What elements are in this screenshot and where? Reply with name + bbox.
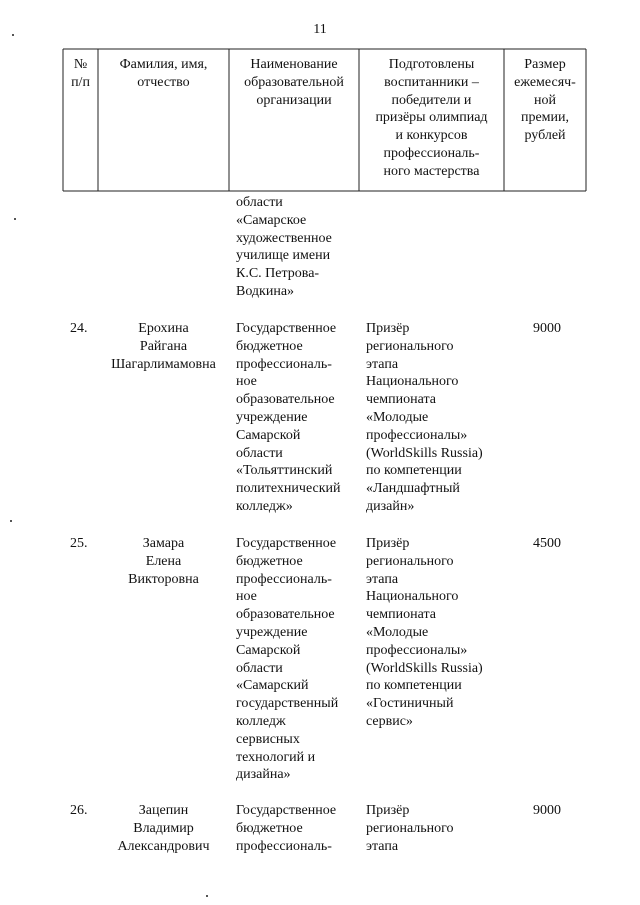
row-organization: Государственное бюджетное профессиональ- bbox=[236, 803, 337, 854]
row-achievement: Призёр регионального этапа Национального чемпионата «Молодые профессионалы» (WorldSkills Russia) по компетенции «Гостиничный сервис» bbox=[366, 536, 483, 729]
row-amount: 9000 bbox=[533, 321, 561, 336]
scan-speck bbox=[12, 34, 14, 36]
row-number: 24. bbox=[70, 321, 88, 336]
scan-speck bbox=[14, 218, 16, 220]
row-number: 26. bbox=[70, 803, 88, 818]
header-prepared-students: Подготовлены воспитанники – победители и призёры олимпиад и конкурсов профессиональ- ного мастерства bbox=[375, 57, 488, 179]
continuation-organization: области «Самарское художественное училище имени К.С. Петрова- Водкина» bbox=[236, 195, 332, 299]
header-organization: Наименование образовательной организации bbox=[244, 57, 344, 108]
header-num: № п/п bbox=[71, 57, 90, 90]
row-name: Зацепин Владимир Александрович bbox=[117, 803, 210, 854]
row-amount: 9000 bbox=[533, 803, 561, 818]
row-name: Замара Елена Викторовна bbox=[128, 536, 199, 587]
row-amount: 4500 bbox=[533, 536, 561, 551]
page-number: 11 bbox=[313, 22, 327, 37]
row-name: Ерохина Райгана Шагарлимамовна bbox=[111, 321, 216, 372]
header-name: Фамилия, имя, отчество bbox=[119, 57, 208, 90]
scan-speck bbox=[10, 520, 12, 522]
row-organization: Государственное бюджетное профессиональ- ное образовательное учреждение Самарской области «Тольяттинский политехнический колледж» bbox=[236, 321, 341, 514]
row-achievement: Призёр регионального этапа bbox=[366, 803, 454, 854]
row-number: 25. bbox=[70, 536, 88, 551]
row-achievement: Призёр регионального этапа Национального чемпионата «Молодые профессионалы» (WorldSkills Russia) по компетенции «Ландшафтный дизайн» bbox=[366, 321, 483, 514]
header-bonus-size: Размер ежемесяч- ной премии, рублей bbox=[514, 57, 576, 144]
scan-speck bbox=[206, 895, 208, 897]
row-organization: Государственное бюджетное профессиональ- ное образовательное учреждение Самарской области «Самарский государственный колледж сервисных технологий и дизайна» bbox=[236, 536, 339, 783]
